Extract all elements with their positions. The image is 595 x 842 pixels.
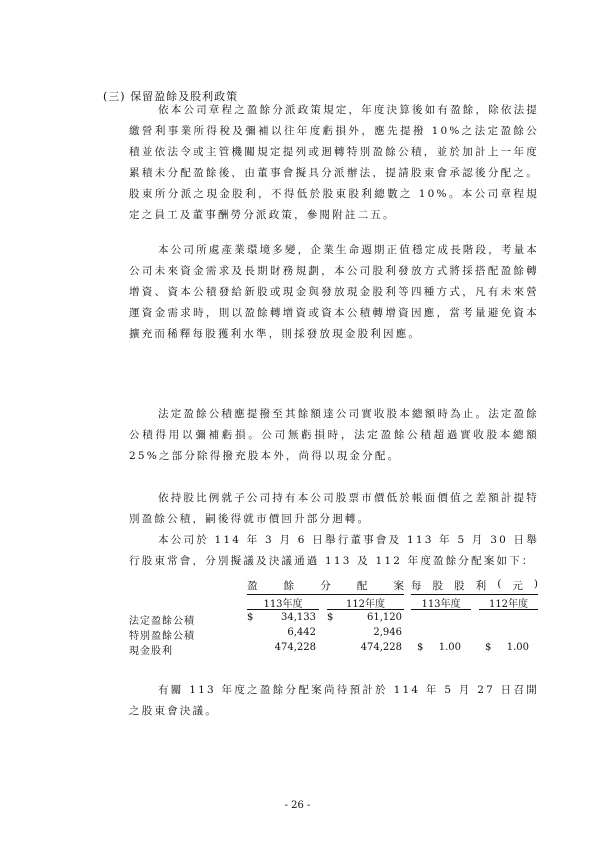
dps-112: 1.00 bbox=[506, 642, 529, 653]
header-char: 分 bbox=[320, 580, 331, 592]
value-113: 474,228 bbox=[274, 642, 316, 653]
header-char: 股 bbox=[454, 580, 465, 592]
paragraph-board-resolution: 本公司於 114 年 3 月 6 日舉行董事會及 113 年 5 月 30 日舉行股東常會，分別擬議及決議通過 113 及 112 年度盈餘分配案如下： bbox=[129, 534, 539, 567]
currency-symbol: $ bbox=[485, 642, 492, 653]
subheader-rule bbox=[247, 609, 319, 610]
page-number: - 26 - bbox=[284, 800, 311, 811]
subheader-112-dps: 112年度 bbox=[488, 599, 529, 610]
paragraph-earnings-policy: 依本公司章程之盈餘分派政策規定，年度決算後如有盈餘，除依法提繳營利事業所得稅及彌補以往年度虧損外，應先提撥 10%之法定盈餘公積並依法令或主管機關規定提列或迴轉特別盈餘公積，並於加計上一年度累積未分配盈餘後，由董事會擬具分派辦法，提請股東會承認後分配之。股東所分派之現金股利，不得低於股東股利總數之 10%。本公司章程規定之員工及董事酬勞分派政策，參閱附註二五。 bbox=[129, 104, 539, 221]
header-char: 案 bbox=[393, 580, 404, 592]
paragraph-legal-reserve: 法定盈餘公積應提撥至其餘額達公司實收股本總額時為止。法定盈餘公積得用以彌補虧損。公司無虧損時，法定盈餘公積超過實收股本總額 25%之部分除得撥充股本外，尚得以現金分配。 bbox=[129, 408, 539, 462]
table-row bbox=[129, 642, 539, 657]
subheader-113: 113年度 bbox=[263, 599, 303, 610]
table-header-distribution bbox=[247, 578, 404, 593]
paragraph-special-reserve: 依持股比例就子公司持有本公司股票市價低於帳面價值之差額計提特別盈餘公積，嗣後得就市價回升部分迴轉。 bbox=[129, 492, 539, 525]
currency-symbol: $ bbox=[417, 642, 424, 653]
subheader-112: 112年度 bbox=[345, 599, 386, 610]
table-row bbox=[129, 627, 539, 642]
header-char: 餘 bbox=[283, 580, 295, 592]
paragraph-pending-approval: 有關 113 年度之盈餘分配案尚待預計於 114 年 5 月 27 日召開之股東會決議。 bbox=[129, 684, 539, 717]
value-113: 34,133 bbox=[281, 612, 316, 623]
row-label: 現金股利 bbox=[129, 646, 173, 657]
value-113: 6,442 bbox=[287, 627, 316, 638]
header-char: 每 bbox=[411, 580, 422, 592]
table-row bbox=[129, 612, 539, 627]
row-label: 法定盈餘公積 bbox=[129, 616, 195, 627]
subheader-rule bbox=[411, 609, 471, 610]
value-112: 474,228 bbox=[360, 642, 402, 653]
value-112: 2,946 bbox=[373, 627, 402, 638]
header-char: 配 bbox=[356, 580, 368, 592]
value-112: 61,120 bbox=[367, 612, 402, 623]
subheader-113-dps: 113年度 bbox=[421, 599, 461, 610]
subheader-rule bbox=[479, 609, 538, 610]
paragraph-dividend-approach: 本公司所處產業環境多變，企業生命週期正值穩定成長階段，考量本公司未來資金需求及長期財務規劃，本公司股利發放方式將採搭配盈餘轉增資、資本公積發給新股或現金與發放現金股利等四種方式，凡有未來營運資金需求時，則以盈餘轉增資或資本公積轉增資因應，當考量避免資本擴充而稀釋每股獲利水準，則採發放現金股利因應。 bbox=[129, 244, 539, 340]
header-char: 元 bbox=[512, 580, 523, 592]
subheader-rule bbox=[327, 609, 404, 610]
currency-symbol: $ bbox=[247, 612, 254, 623]
table-header-dividend-per-share bbox=[411, 578, 538, 593]
header-char: 盈 bbox=[247, 580, 258, 592]
header-char: 利 bbox=[475, 580, 487, 592]
header-char: ( bbox=[497, 578, 502, 590]
row-label: 特別盈餘公積 bbox=[129, 631, 195, 642]
header-char: 股 bbox=[432, 580, 444, 592]
section-heading: (三) 保留盈餘及股利政策 bbox=[103, 90, 239, 103]
currency-symbol: $ bbox=[327, 612, 334, 623]
dps-113: 1.00 bbox=[438, 642, 461, 653]
header-char: ) bbox=[533, 578, 538, 590]
